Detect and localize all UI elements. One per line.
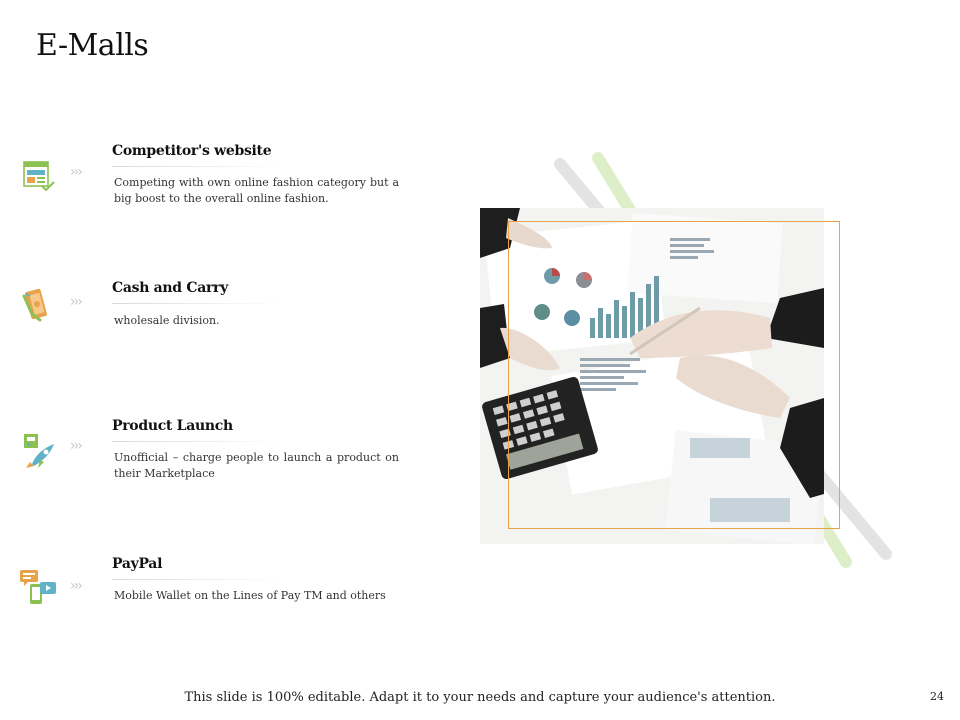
photo-frame xyxy=(508,221,840,529)
list-item-cash-and-carry xyxy=(0,278,420,348)
list-item-competitors-website xyxy=(0,140,420,220)
footer-note: This slide is 100% editable. Adapt it to your needs and capture your audience's attention. xyxy=(184,690,776,705)
website-layout-icon xyxy=(18,158,58,198)
item-heading: Cash and Carry xyxy=(112,280,228,296)
item-description: Competing with own online fashion category but a big boost to the overall online fashion. xyxy=(114,176,399,205)
chevrons-icon: ››› xyxy=(70,294,81,310)
item-heading: Product Launch xyxy=(112,418,233,434)
mobile-wallet-icon xyxy=(18,566,58,606)
cash-hand-icon xyxy=(18,284,58,324)
chevrons-icon: ››› xyxy=(70,164,81,180)
heading-rule xyxy=(112,303,282,304)
item-heading: PayPal xyxy=(112,556,163,572)
list-item-product-launch xyxy=(0,416,420,496)
chevrons-icon: ››› xyxy=(70,438,81,454)
item-description: Unofficial – charge people to launch a product on their Marketplace xyxy=(114,451,399,480)
item-description: wholesale division. xyxy=(114,314,220,327)
list-item-paypal xyxy=(0,554,420,634)
slide-title: E-Malls xyxy=(36,28,149,63)
rocket-launch-icon xyxy=(18,430,58,470)
heading-rule xyxy=(112,166,282,167)
item-heading: Competitor's website xyxy=(112,143,272,159)
item-description: Mobile Wallet on the Lines of Pay TM and others xyxy=(114,589,386,602)
heading-rule xyxy=(112,579,282,580)
heading-rule xyxy=(112,441,282,442)
page-number: 24 xyxy=(930,690,944,703)
chevrons-icon: ››› xyxy=(70,578,81,594)
